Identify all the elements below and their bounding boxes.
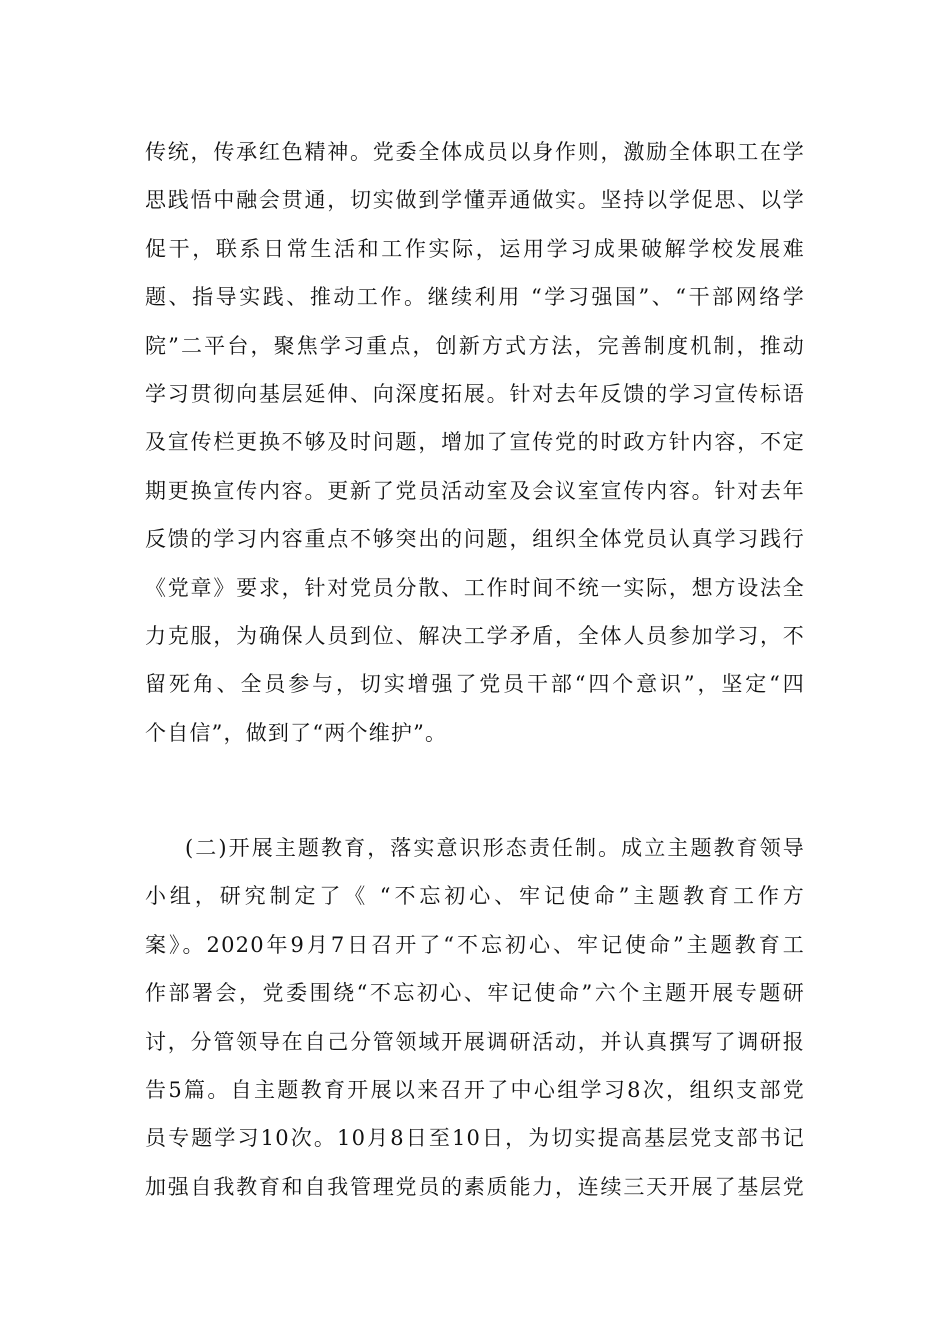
text-line: 期更换宣传内容。更新了党员活动室及会议室宣传内容。针对去年: [145, 478, 805, 503]
text-line: 力克服，为确保人员到位、解决工学矛盾，全体人员参加学习，不: [145, 623, 805, 648]
text-line: 案》。2020年9月7日召开了“不忘初心、牢记使命”主题教育工: [145, 932, 805, 957]
text-line: 反馈的学习内容重点不够突出的问题，组织全体党员认真学习践行: [145, 527, 805, 552]
body-paragraph-1: [145, 128, 805, 757]
text-line: 加强自我教育和自我管理党员的素质能力，连续三天开展了基层党: [145, 1174, 805, 1199]
text-line: 题、指导实践、推动工作。继续利用 “学习强国”、“干部网络学: [145, 285, 805, 310]
text-line: 留死角、全员参与，切实增强了党员干部“四个意识”，坚定“四: [145, 672, 805, 697]
text-line: 传统，传承红色精神。党委全体成员以身作则，激励全体职工在学: [145, 140, 805, 164]
text-line: 作部署会，党委围绕“不忘初心、牢记使命”六个主题开展专题研: [145, 981, 805, 1006]
body-paragraph-2: [145, 824, 805, 1211]
text-line: 院”二平台，聚焦学习重点，创新方式方法，完善制度机制，推动: [145, 333, 805, 358]
text-line: 员专题学习10次。10月8日至10日，为切实提高基层党支部书记: [145, 1126, 805, 1151]
text-line: 《党章》要求，针对党员分散、工作时间不统一实际，想方设法全: [145, 575, 805, 600]
text-line: 个自信”，做到了“两个维护”。: [145, 720, 448, 745]
text-line: 促干，联系日常生活和工作实际，运用学习成果破解学校发展难: [145, 236, 805, 261]
text-line: 及宣传栏更换不够及时问题，增加了宣传党的时政方针内容，不定: [145, 430, 805, 455]
text-line: (二)开展主题教育，落实意识形态责任制。成立主题教育领导: [185, 836, 805, 860]
text-line: 小组，研究制定了《 “不忘初心、牢记使命”主题教育工作方: [145, 884, 805, 909]
text-line: 思践悟中融会贯通，切实做到学懂弄通做实。坚持以学促思、以学: [145, 188, 805, 213]
text-line: 学习贯彻向基层延伸、向深度拓展。针对去年反馈的学习宣传标语: [145, 381, 805, 406]
text-line: 讨，分管领导在自己分管领域开展调研活动，并认真撰写了调研报: [145, 1029, 805, 1054]
text-line: 告5篇。自主题教育开展以来召开了中心组学习8次，组织支部党: [145, 1077, 805, 1102]
